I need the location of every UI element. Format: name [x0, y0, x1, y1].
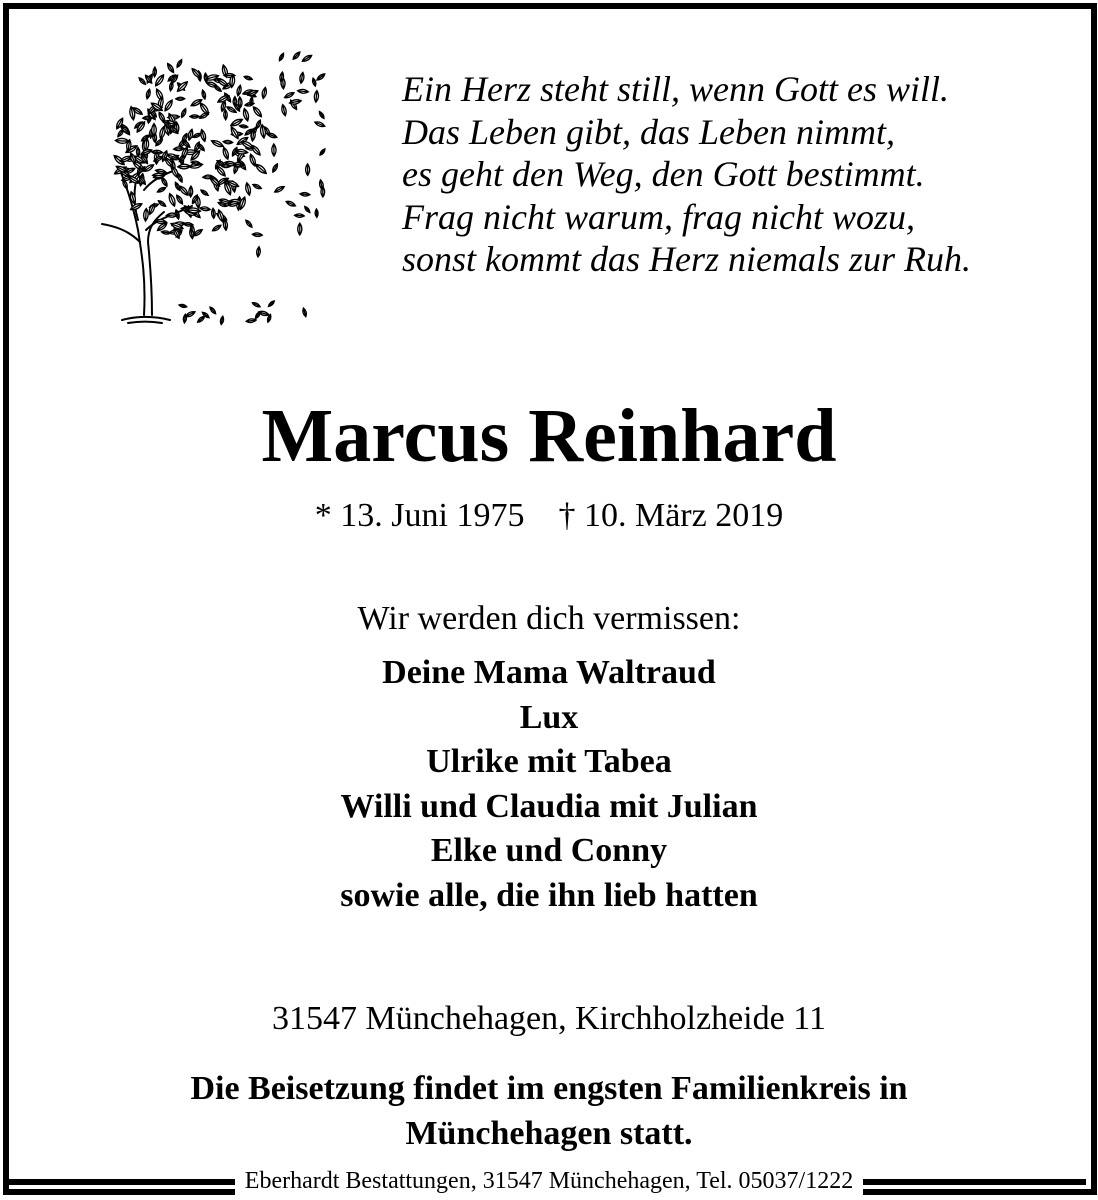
mourner: Lux	[519, 698, 579, 736]
mourner: Willi und Claudia mit Julian	[340, 787, 758, 825]
deceased-name: Marcus Reinhard	[261, 394, 837, 478]
funeral-home-info: Eberhardt Bestattungen, 31547 Münchehagen, Tel. 05037/1222	[235, 1166, 863, 1196]
mourners-list	[0, 651, 1098, 918]
missing-line: Wir werden dich vermissen:	[357, 600, 741, 637]
death-date: † 10. März 2019	[558, 497, 784, 534]
poem-line: Das Leben gibt, das Leben nimmt,	[402, 111, 895, 152]
mourner: Elke und Conny	[430, 832, 668, 869]
poem-line: Frag nicht warum, frag nicht wozu,	[402, 196, 916, 237]
poem-line: es geht den Weg, den Gott bestimmt.	[402, 154, 925, 194]
address: 31547 Münchehagen, Kirchholzheide 11	[272, 1000, 826, 1037]
life-dates	[0, 494, 1098, 538]
mourner: Deine Mama Waltraud	[382, 654, 716, 691]
poem-line: Ein Herz steht still, wenn Gott es will.	[402, 69, 949, 109]
funeral-home-footer	[0, 1166, 1098, 1196]
mourner: Ulrike mit Tabea	[426, 743, 672, 780]
birth-date: * 13. Juni 1975	[314, 497, 525, 534]
poem	[402, 68, 1062, 281]
poem-line: sonst kommt das Herz niemals zur Ruh.	[402, 239, 972, 279]
wind-blown-tree-icon	[92, 30, 332, 330]
burial-notice-line: Münchehagen statt.	[405, 1114, 693, 1152]
burial-notice	[0, 1067, 1098, 1156]
burial-notice-line: Die Beisetzung findet im engsten Familienkreis in	[190, 1070, 908, 1107]
mourner: sowie alle, die ihn lieb hatten	[340, 876, 758, 914]
